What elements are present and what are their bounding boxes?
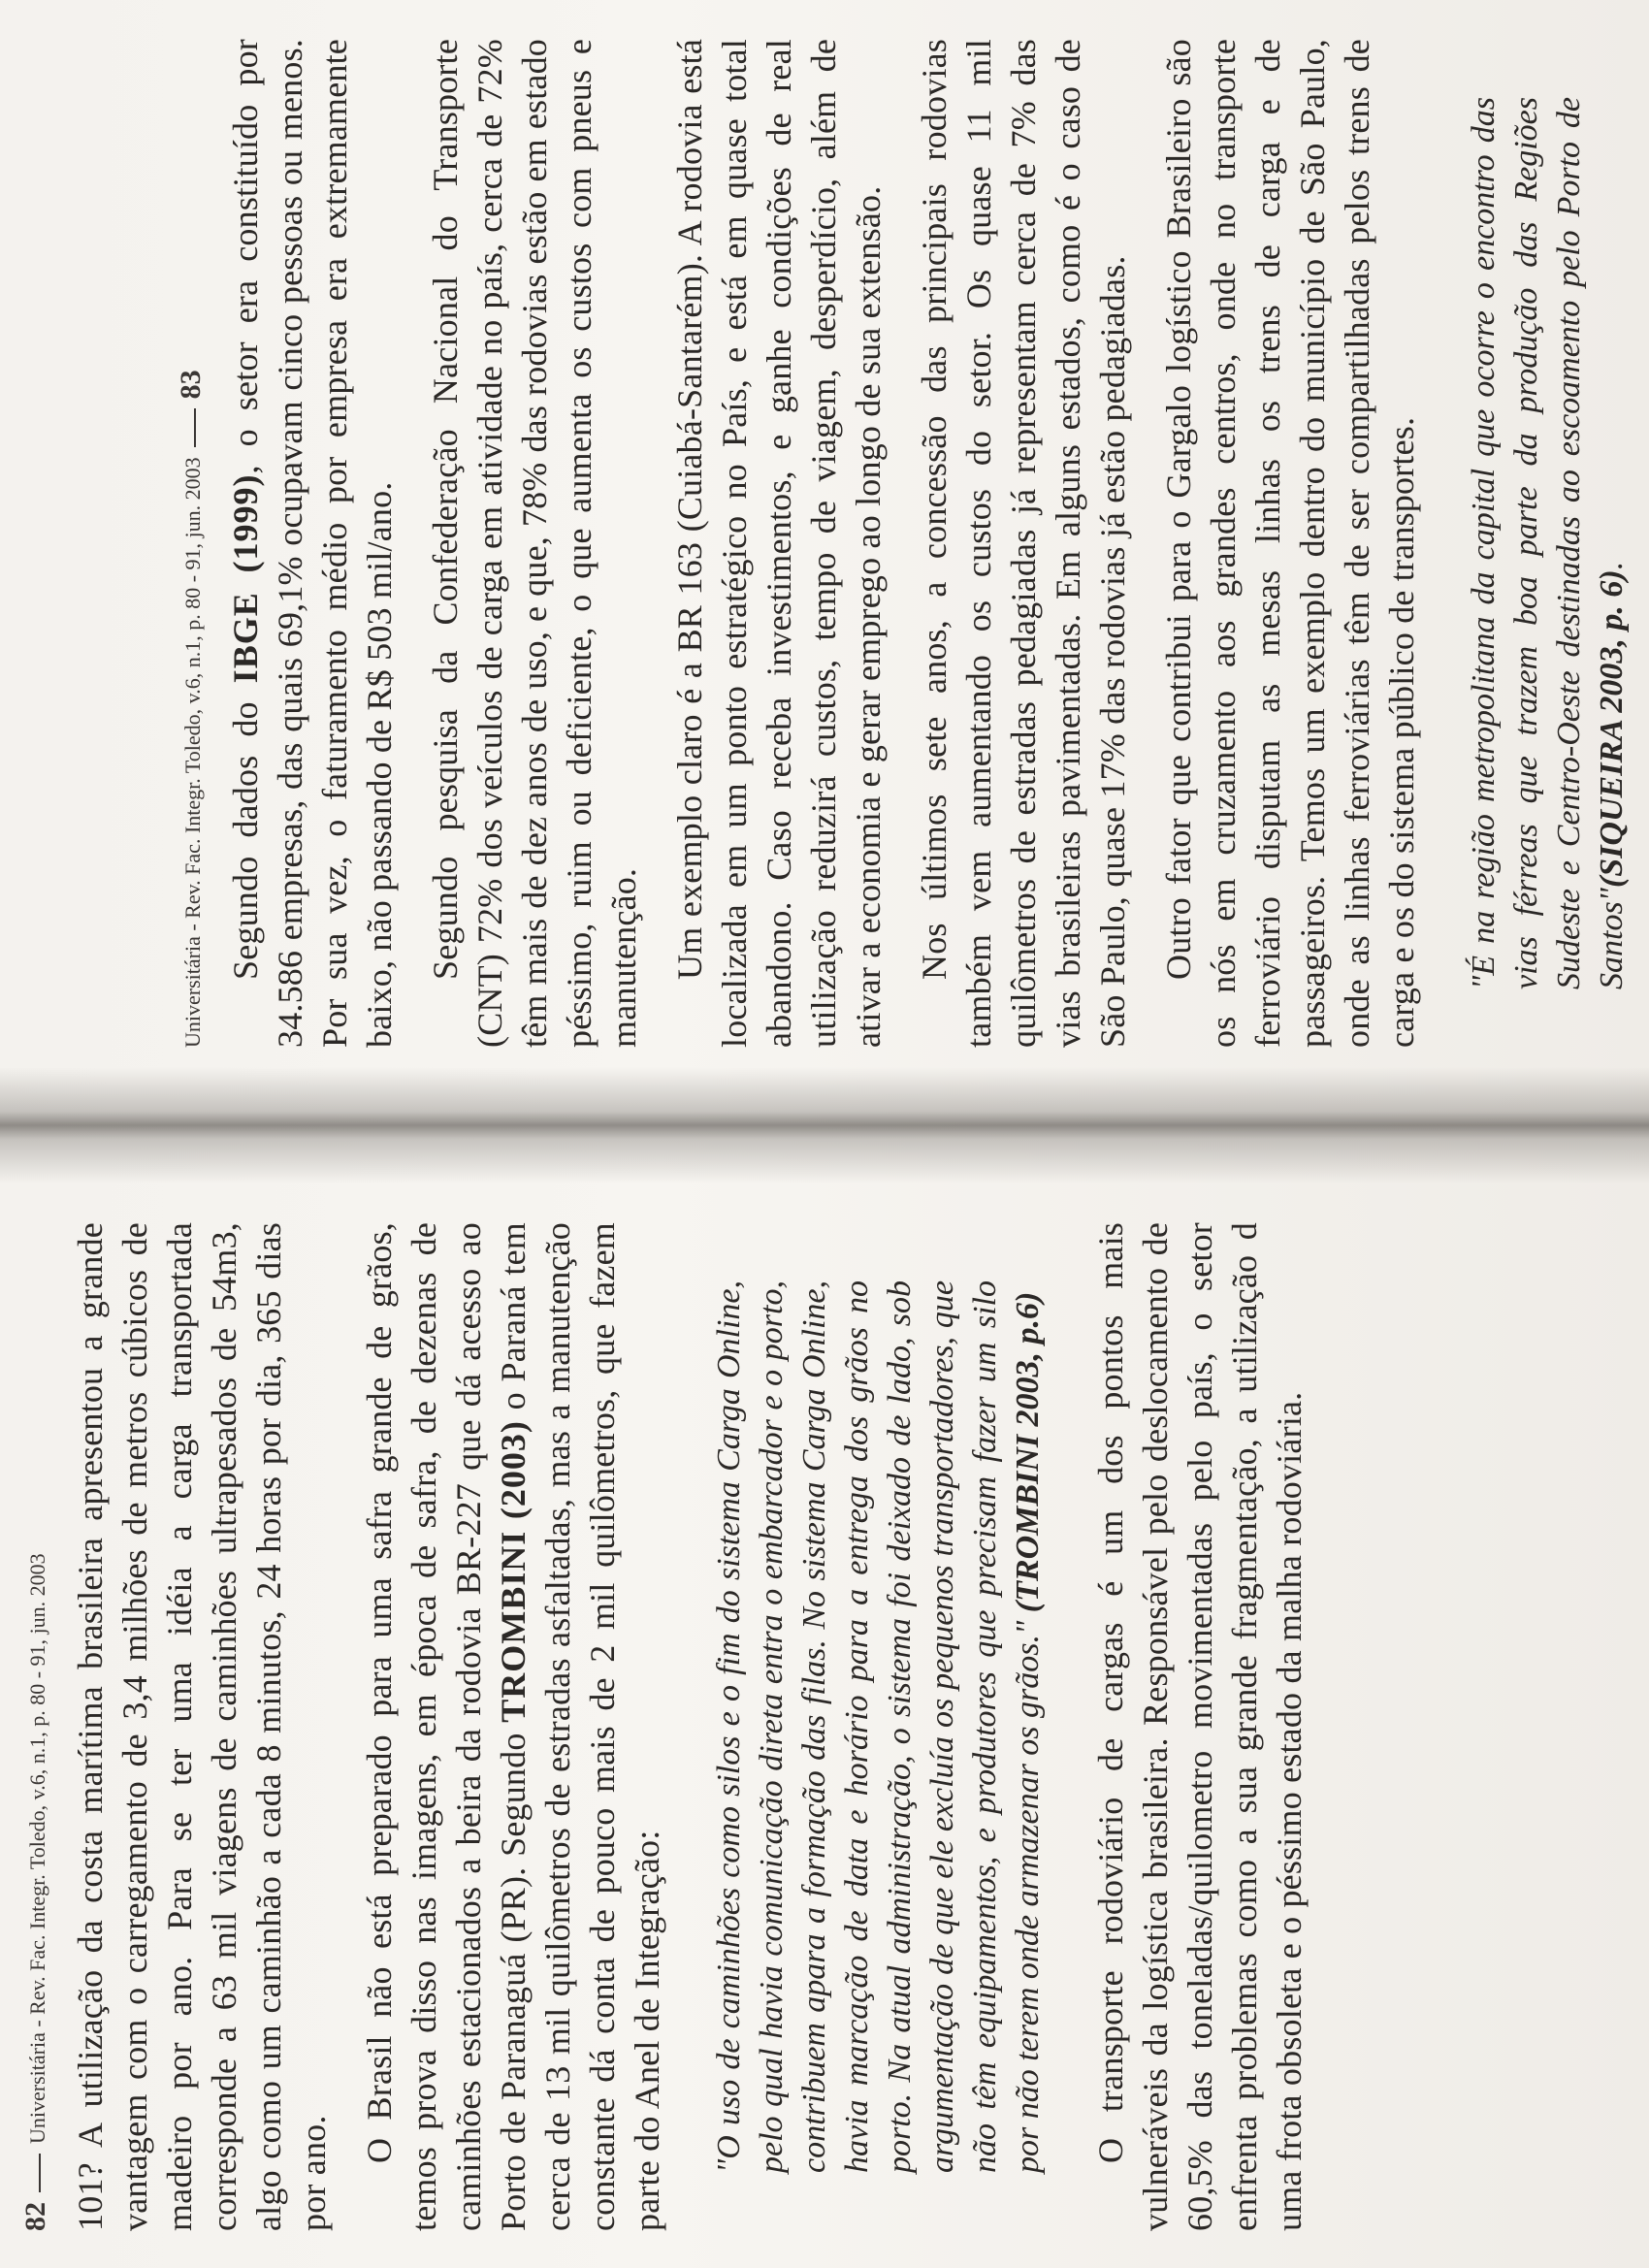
right-paragraph-2: Segundo pesquisa da Confederação Nacional do Transporte (CNT) 72% dos veículos de carga em atividade no país, cerca de 72% têm mais de dez anos de uso, e que, 78% das rodovias estão em estado péssimo, ruim ou deficiente, o que aumenta os custos com pneus e manutenção. [426, 39, 643, 1048]
left-page-header [19, 1222, 52, 2231]
left-p2-reference: TROMBINI (2003) [494, 1420, 533, 1723]
book-gutter [0, 1067, 1649, 1183]
right-running-header: Universitária - Rev. Fac. Integr. Toledo, v.6, n.1, p. 80 - 91, jun. 2003 [180, 457, 205, 1048]
left-paragraph-3: O transporte rodoviário de cargas é um dos pontos mais vulneráveis da logística brasileira. Responsável pelo deslocamento de 60,5% das toneladas/quilometro movimentadas pelo país, o setor enfrenta problemas como a sua grande fragmentação, a utilização d uma frota obsoleta e o péssimo estado da malha rodoviária. [1091, 1222, 1309, 2231]
left-running-header: Universitária - Rev. Fac. Integr. Toledo, v.6, n.1, p. 80 - 91, jun. 2003 [25, 1553, 49, 2144]
header-rule [194, 408, 196, 447]
left-page-number: 82 [19, 2202, 51, 2231]
right-quote-text: "É na região metropolitana da capital que ocorre o encontro das vias férreas que trazem boa parte da produção das Regiões Sudeste e Centro-Oeste destinadas ao escoamento pelo Porto de Santos" [1466, 97, 1630, 989]
right-p1-text-after: , o setor era constituído por 34.586 empresas, das quais 69,1% ocupavam cinco pessoas ou menos. Por sua vez, o faturamento médio por empresa era extremamente baixo, não passando de R$ 503 mil/ano. [226, 39, 399, 1048]
right-p1-reference: IBGE (1999) [226, 473, 265, 684]
left-p2-text-before: O Brasil não está preparado para uma safra grande de grãos, temos prova disso nas imagens, em época de safra, de dezenas de caminhões estacionados a beira da rodovia BR-227 que dá acesso ao Porto de Paranaguá (PR). Segundo [360, 1222, 533, 2231]
right-quote-end: . [1594, 561, 1630, 570]
right-paragraph-5: Outro fator que contribui para o Gargalo logístico Brasileiro são os nós em cruzamento aos grandes centros, onde no transporte ferroviário disputam as mesas linhas os trens de carga e de passageiros. Temos um exemplo dentro do município de São Paulo, onde as linhas ferroviárias têm de ser compartilhadas pelos trens de carga e os do sistema público de transportes. [1159, 39, 1421, 1048]
right-paragraph-4: Nos últimos sete anos, a concessão das principais rodovias também vem aumentando os custos do setor. Os quase 11 mil quilômetros de estradas pedagiadas já representam cerca de 7% das vias brasileiras pavimentadas. Em alguns estados, como é o caso de São Paulo, quase 17% das rodovias já estão pedagiadas. [915, 39, 1132, 1048]
header-rule [39, 2154, 41, 2192]
right-quote-citation: (SIQUEIRA 2003, p. 6) [1594, 569, 1630, 889]
left-block-quote [708, 1280, 1050, 2173]
right-page-number: 83 [175, 370, 207, 400]
left-p2-text-after: o Paraná tem cerca de 13 mil quilômetros de estradas asfaltadas, mas a manutenção constante dá conta de pouco mais de 2 mil quilômetros, que fazem parte do Anel de Integração: [494, 1221, 666, 2231]
right-block-quote [1463, 97, 1633, 989]
right-page-header [175, 39, 208, 1048]
right-paragraph-3: Um exemplo claro é a BR 163 (Cuiabá-Santarém). A rodovia está localizada em um ponto estratégico no País, e está em quase total abandono. Caso receba investimentos, e ganhe condições de real utilização reduzirá custos, tempo de viagem, desperdício, além de ativar a economia e gerar emprego ao longo de sua extensão. [670, 39, 888, 1048]
left-page [19, 1222, 1474, 2231]
left-paragraph-1: 101? A utilização da costa marítima brasileira apresentou a grande vantagem com o carregamento de 3,4 milhões de metros cúbicos de madeiro por ano. Para se ter uma idéia a carga transportada corresponde a 63 mil viagens de caminhões ultrapesados de 54m3, algo como um caminhão a cada 8 minutos, 24 horas por dia, 365 dias por ano. [71, 1222, 333, 2231]
left-quote-citation: (TROMBINI 2003, p.6) [1010, 1291, 1046, 1613]
left-paragraph-2 [357, 1222, 669, 2231]
right-page [175, 39, 1630, 1048]
left-quote-text: "O uso de caminhões como silos e o fim do sistema Carga Online, pelo qual havia comunicação direta entra o embarcador e o porto, contribuem apara a formação das filas. No sistema Carga Online, havia marcação de data e horário para a entrega dos grãos no porto. Na atual administração, o sistema foi deixado de lado, sob argumentação de que ele excluía os pequenos transportadores, que não têm equipamentos, e produtores que precisam fazer um silo por não terem onde armazenar os grãos." [711, 1280, 1046, 2173]
right-paragraph-1 [223, 39, 402, 1048]
right-p1-text-before: Segundo dados do [226, 701, 265, 980]
